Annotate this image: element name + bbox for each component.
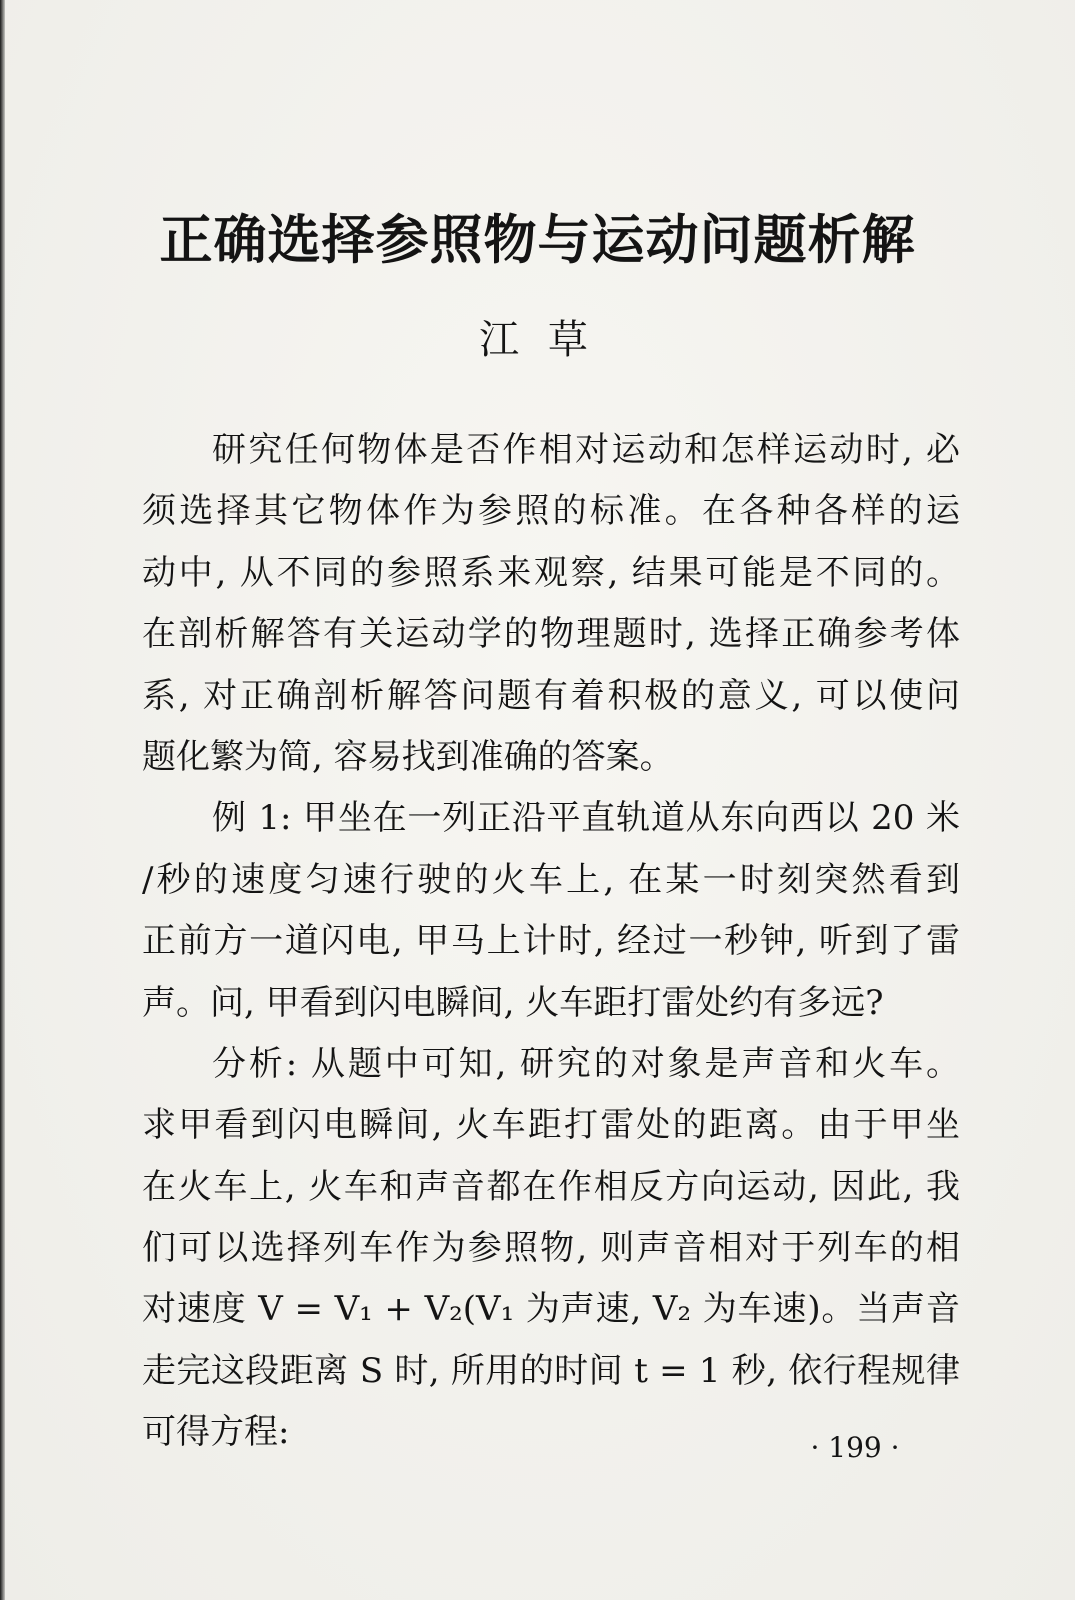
- body-line: /秒的速度匀速行驶的火车上, 在某一时刻突然看到: [142, 859, 960, 900]
- article-body: [142, 420, 960, 1464]
- article-title: 正确选择参照物与运动问题析解: [159, 209, 916, 271]
- author-name: 江 草: [479, 317, 596, 363]
- body-line: 系, 对正确剖析解答问题有着积极的意义, 可以使问: [142, 675, 960, 716]
- body-line: 在火车上, 火车和声音都在作相反方向运动, 因此, 我: [142, 1166, 960, 1207]
- body-line: 须选择其它物体作为参照的标准。在各种各样的运: [142, 491, 960, 532]
- body-line: 正前方一道闪电, 甲马上计时, 经过一秒钟, 听到了雷: [142, 921, 960, 962]
- body-line: 分析: 从题中可知, 研究的对象是声音和火车。: [212, 1043, 960, 1084]
- body-line: 动中, 从不同的参照系来观察, 结果可能是不同的。: [142, 552, 960, 593]
- body-line: 例 1: 甲坐在一列正沿平直轨道从东向西以 20 米: [212, 798, 960, 839]
- body-line: 可得方程:: [142, 1412, 290, 1453]
- body-line: 在剖析解答有关运动学的物理题时, 选择正确参考体: [142, 614, 960, 655]
- body-line: 声。问, 甲看到闪电瞬间, 火车距打雷处约有多远?: [142, 982, 884, 1023]
- body-line: 对速度 V = V₁ + V₂(V₁ 为声速, V₂ 为车速)。当声音: [142, 1289, 960, 1330]
- page-number: · 199 ·: [810, 1431, 900, 1464]
- body-line: 们可以选择列车作为参照物, 则声音相对于列车的相: [142, 1228, 960, 1269]
- body-line: 题化繁为简, 容易找到准确的答案。: [142, 736, 674, 777]
- body-line: 研究任何物体是否作相对运动和怎样运动时, 必: [212, 430, 960, 470]
- body-line: 求甲看到闪电瞬间, 火车距打雷处的距离。由于甲坐: [142, 1105, 960, 1146]
- body-line: 走完这段距离 S 时, 所用的时间 t = 1 秒, 依行程规律: [142, 1350, 960, 1391]
